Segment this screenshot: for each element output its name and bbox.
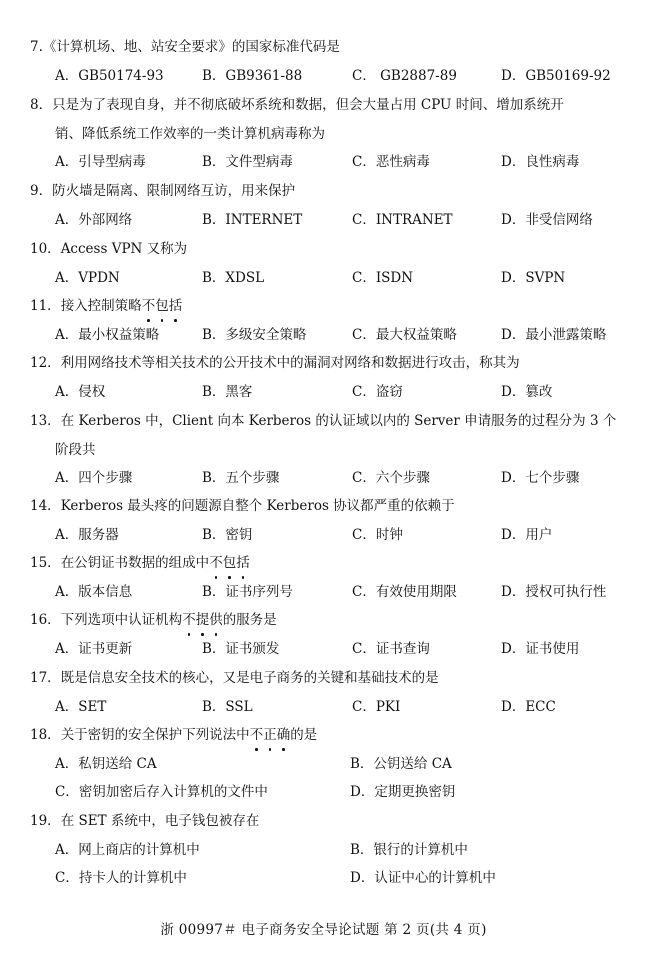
- option-c[interactable]: C．ISDN: [352, 269, 414, 286]
- question-12: [30, 349, 620, 406]
- option-row: [30, 378, 620, 407]
- emphasis-char: 括: [236, 549, 250, 578]
- question-17: [30, 664, 620, 721]
- emphasis-char: 包: [155, 292, 169, 321]
- question-number: 18．: [30, 727, 61, 743]
- emphasis-char: 不: [250, 721, 264, 750]
- option-c[interactable]: C．INTRANET: [352, 211, 453, 228]
- question-15: [30, 549, 620, 606]
- option-d[interactable]: D．最小泄露策略: [501, 326, 607, 343]
- option-d[interactable]: D．用户: [501, 526, 553, 543]
- option-b[interactable]: B．SSL: [202, 698, 253, 715]
- option-a[interactable]: A．四个步骤: [55, 470, 133, 487]
- question-stem: [30, 549, 620, 578]
- stem-text: 防火墙是隔离、限制网络互访，用来保护: [52, 183, 296, 199]
- option-b[interactable]: B．密钥: [202, 526, 253, 543]
- stem-text: 《计算机场、地、站安全要求》的国家标准代码是: [42, 39, 340, 55]
- option-b[interactable]: B．INTERNET: [202, 211, 303, 228]
- question-stem: [30, 721, 620, 750]
- question-stem: [30, 349, 620, 378]
- option-b[interactable]: B．证书颁发: [202, 640, 280, 657]
- option-a[interactable]: A．版本信息: [55, 583, 133, 600]
- question-11: [30, 292, 620, 349]
- question-number: 17．: [30, 670, 61, 686]
- option-d[interactable]: D．篡改: [501, 383, 553, 400]
- option-b[interactable]: B．证书序列号: [202, 583, 293, 600]
- option-row: [30, 62, 620, 91]
- question-stem: [30, 407, 620, 436]
- option-d[interactable]: D．定期更换密钥: [350, 784, 456, 801]
- stem-text-end: 的是: [290, 727, 318, 743]
- stem-text: 在 SET 系统中，电子钱包被存在: [60, 813, 260, 829]
- question-number: 11．: [30, 298, 61, 314]
- emphasis-char: 确: [277, 721, 291, 750]
- stem-text-continued: 阶段共: [55, 441, 96, 458]
- option-b[interactable]: B．文件型病毒: [202, 154, 293, 171]
- stem-text: 下列选项中认证机构: [60, 612, 183, 628]
- option-b[interactable]: B．GB9361-88: [202, 67, 303, 84]
- question-number: 13．: [30, 413, 61, 429]
- page-footer: 浙 00997＃ 电子商务安全导论试题 第 2 页(共 4 页): [160, 922, 487, 938]
- option-row: [30, 750, 620, 779]
- option-d[interactable]: D．GB50169-92: [501, 67, 611, 84]
- option-c[interactable]: C．时钟: [352, 526, 403, 543]
- option-a[interactable]: A．引导型病毒: [55, 154, 146, 171]
- option-row: [30, 321, 620, 350]
- option-row: [30, 836, 620, 865]
- question-number: 15．: [30, 555, 61, 571]
- question-stem: [30, 664, 620, 693]
- emphasis-char: 不: [182, 606, 196, 635]
- option-d[interactable]: D．SVPN: [501, 269, 566, 286]
- option-row: [30, 206, 620, 235]
- option-b[interactable]: B．XDSL: [202, 269, 265, 286]
- stem-text: 既是信息安全技术的核心，又是电子商务的关键和基础技术的是: [60, 670, 439, 686]
- emphasis-char: 括: [169, 292, 183, 321]
- emphasized-text: [250, 727, 291, 743]
- emphasis-char: 供: [209, 606, 223, 635]
- option-a[interactable]: A．最小权益策略: [55, 326, 160, 343]
- emphasized-text: [142, 298, 183, 314]
- option-b[interactable]: B．五个步骤: [202, 470, 280, 487]
- stem-text: 接入控制策略: [60, 298, 142, 314]
- option-a[interactable]: A．证书更新: [55, 640, 133, 657]
- option-c[interactable]: C．密钥加密后存入计算机的文件中: [55, 784, 268, 801]
- emphasis-char: 不: [142, 292, 156, 321]
- stem-text: Access VPN 又称为: [60, 241, 188, 257]
- emphasized-text: [182, 612, 223, 628]
- option-a[interactable]: A．外部网络: [55, 211, 133, 228]
- question-stem: [30, 235, 620, 264]
- stem-text-continued: 销、降低系统工作效率的一类计算机病毒称为: [55, 125, 325, 142]
- option-a[interactable]: A．GB50174-93: [55, 67, 164, 84]
- stem-text: 关于密钥的安全保护下列说法中: [60, 727, 250, 743]
- question-number: 9．: [30, 183, 53, 199]
- question-9: [30, 177, 620, 234]
- question-10: [30, 235, 620, 292]
- question-stem: [30, 807, 620, 836]
- question-19: [30, 807, 620, 893]
- stem-text: Kerberos 最头疼的问题源自整个 Kerberos 协议都严重的依赖于: [60, 498, 455, 514]
- option-c[interactable]: C．有效使用期限: [352, 583, 457, 600]
- question-13: [30, 407, 620, 493]
- emphasis-char: 包: [223, 549, 237, 578]
- option-b[interactable]: B．黑客: [202, 383, 253, 400]
- option-c[interactable]: C． GB2887-89: [352, 67, 457, 84]
- option-b[interactable]: B．公钥送给 CA: [350, 755, 452, 772]
- question-18: [30, 721, 620, 807]
- question-number: 19．: [30, 813, 61, 829]
- emphasis-char: 正: [263, 721, 277, 750]
- emphasis-char: 提: [196, 606, 210, 635]
- question-number: 10．: [30, 241, 61, 257]
- stem-text: 在 Kerberos 中，Client 向本 Kerberos 的认证域以内的 Server 申请服务的过程分为 3 个: [60, 413, 617, 429]
- option-b[interactable]: B．银行的计算机中: [350, 841, 468, 858]
- stem-text-end: 的服务是: [222, 612, 277, 628]
- option-c[interactable]: C．持卡人的计算机中: [55, 870, 187, 887]
- option-row: [30, 578, 620, 607]
- question-number: 7.: [30, 39, 43, 55]
- option-d[interactable]: D．非受信网络: [501, 211, 593, 228]
- question-number: 16．: [30, 612, 61, 628]
- option-d[interactable]: D．认证中心的计算机中: [350, 870, 496, 887]
- question-stem: [30, 177, 620, 206]
- stem-text: 只是为了表现自身，并不彻底破坏系统和数据，但会大量占用 CPU 时间、增加系统开: [52, 97, 564, 113]
- question-14: [30, 492, 620, 549]
- option-row: [30, 521, 620, 550]
- option-a[interactable]: A．服务器: [55, 526, 119, 543]
- stem-text: 利用网络技术等相关技术的公开技术中的漏洞对网络和数据进行攻击，称其为: [60, 355, 520, 371]
- option-a[interactable]: A．侵权: [55, 383, 106, 400]
- question-stem: [30, 492, 620, 521]
- option-c[interactable]: C．盗窃: [352, 383, 403, 400]
- question-8: [30, 91, 620, 177]
- question-stem: [30, 33, 620, 62]
- option-a[interactable]: A．网上商店的计算机中: [55, 841, 200, 858]
- question-stem: [30, 91, 620, 120]
- option-d[interactable]: D．良性病毒: [501, 154, 580, 171]
- option-row: [30, 264, 620, 293]
- option-d[interactable]: D．证书使用: [501, 640, 580, 657]
- question-stem: [30, 606, 620, 635]
- option-a[interactable]: A．私钥送给 CA: [55, 755, 157, 772]
- option-c[interactable]: C．六个步骤: [352, 470, 430, 487]
- question-number: 14．: [30, 498, 61, 514]
- option-c[interactable]: C．PKI: [352, 698, 401, 715]
- option-b[interactable]: B．多级安全策略: [202, 326, 307, 343]
- question-number: 12．: [30, 355, 61, 371]
- option-row: [30, 864, 620, 893]
- question-7: [30, 33, 620, 90]
- option-c[interactable]: C．最大权益策略: [352, 326, 457, 343]
- question-number: 8．: [30, 97, 53, 113]
- option-d[interactable]: D．授权可执行性: [501, 583, 607, 600]
- question-16: [30, 606, 620, 663]
- question-stem: [30, 292, 620, 321]
- emphasis-char: 不: [209, 549, 223, 578]
- option-a[interactable]: A．SET: [55, 698, 107, 715]
- emphasized-text: [209, 555, 250, 571]
- option-d[interactable]: D．七个步骤: [501, 470, 580, 487]
- option-c[interactable]: C．恶性病毒: [352, 154, 430, 171]
- option-row: [30, 464, 620, 493]
- option-a[interactable]: A．VPDN: [55, 269, 120, 286]
- option-row: [30, 635, 620, 664]
- option-row: [30, 693, 620, 722]
- stem-text: 在公钥证书数据的组成中: [60, 555, 210, 571]
- option-row: [30, 148, 620, 177]
- option-c[interactable]: C．证书查询: [352, 640, 430, 657]
- option-row: [30, 778, 620, 807]
- option-d[interactable]: D．ECC: [501, 698, 556, 715]
